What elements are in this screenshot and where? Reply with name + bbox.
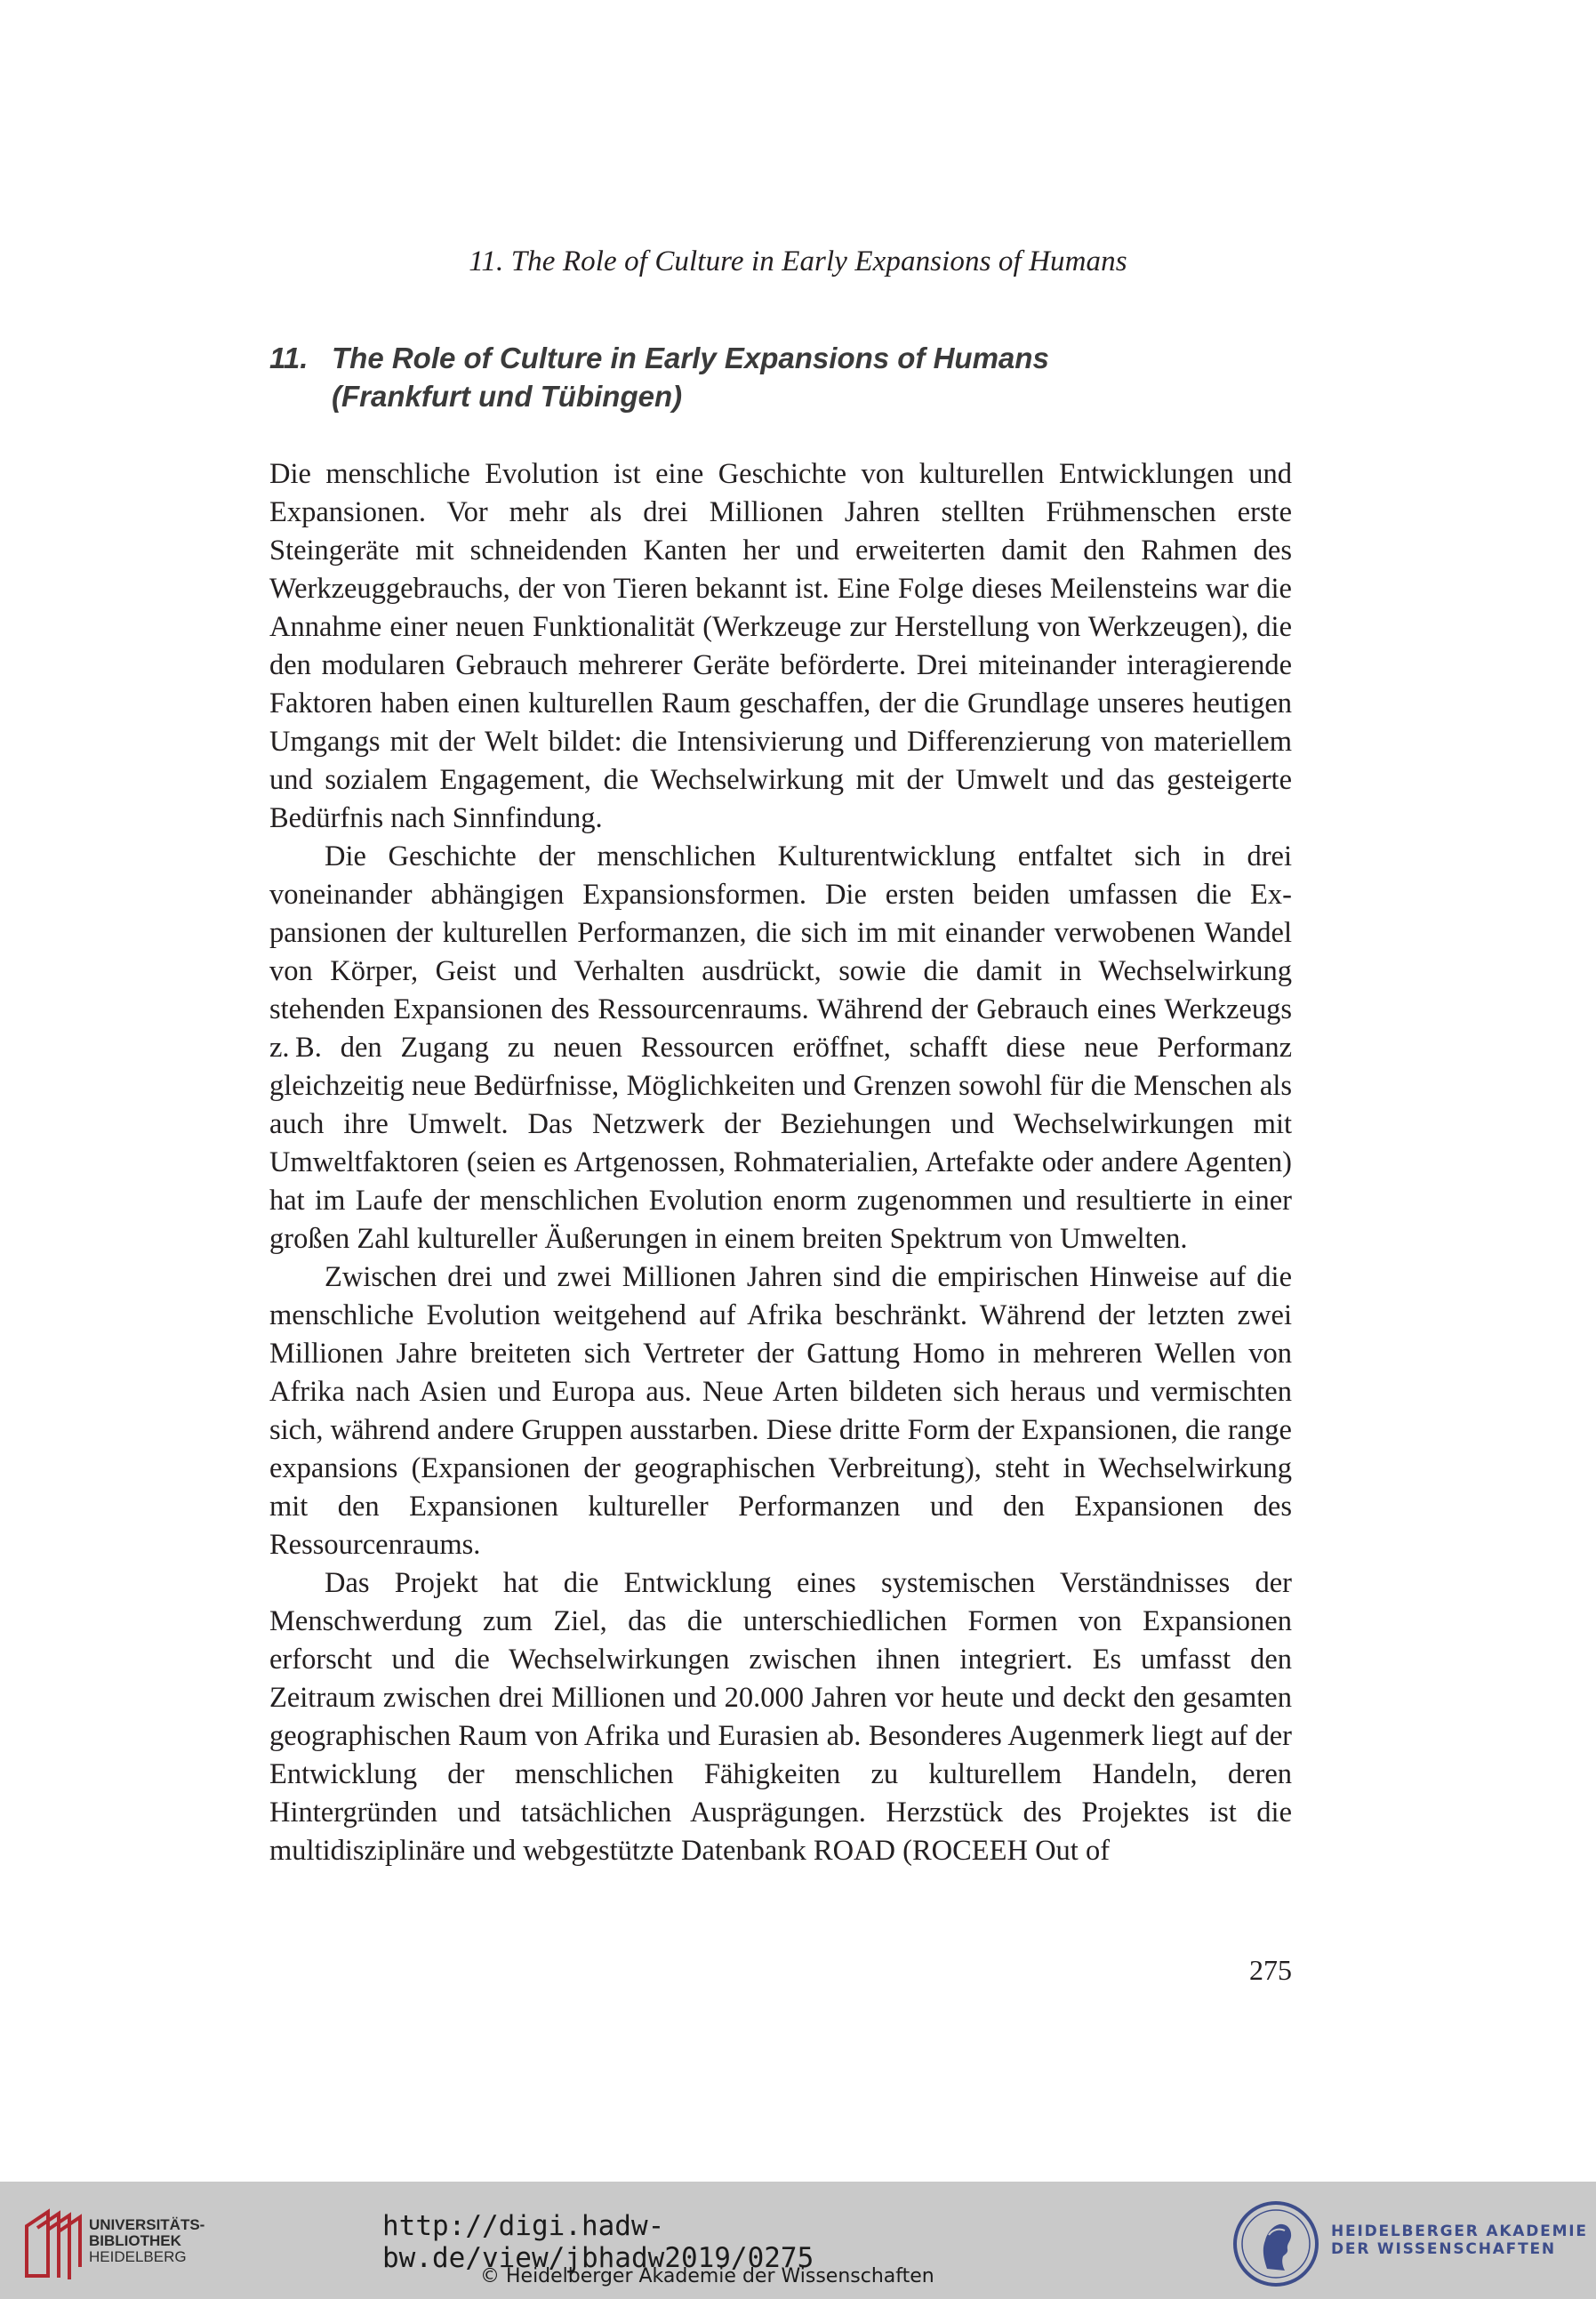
academy-name-line1: HEIDELBERGER AKADEMIE — [1331, 2223, 1588, 2240]
running-head: 11. The Role of Culture in Early Expansions of Humans — [469, 245, 1127, 277]
page-number: 275 — [1249, 1954, 1292, 1986]
permalink-url[interactable]: http://digi.hadw-bw.de/view/jbhadw2019/0275 — [382, 2210, 814, 2274]
university-library-logo-icon[interactable] — [18, 2201, 87, 2283]
academy-name-line2: DER WISSENSCHAFTEN — [1331, 2240, 1556, 2258]
paragraph-2: Die Geschichte der menschlichen Kulturentwicklung entfaltet sich in drei voneinander abhängigen Expansionsformen. Die ersten beiden umfassen die Expansionen der kulturellen Performanzen, die sich im mit einander verwobenen Wandel von Körper, Geist und Verhalten ausdrückt, sowie die damit in Wechselwirkung stehenden Expansionen des Ressourcenraums. Während der Gebrauch eines Werkzeugs z. B. den Zugang zu neuen Ressourcen eröffnet, schafft diese neue Performanz gleichzeitig neue Bedürfnisse, Möglichkeiten und Grenzen sowohl für die Menschen als auch ihre Umwelt. Das Netzwerk der Beziehungen und Wechselwirkungen mit Umweltfaktoren (seien es Artgenossen, Rohmaterialien, Artefakte oder andere Agenten) hat im Laufe der menschlichen Evolution enorm zugenommen und resultierte in einer großen Zahl kultureller Äußerungen in einem breiten Spektrum von Umwelten. — [269, 840, 1292, 1255]
section-number: 11. — [269, 342, 309, 374]
university-library-name — [89, 2217, 205, 2265]
section-title-line2: (Frankfurt und Tübingen) — [332, 380, 683, 413]
body-text — [269, 455, 1292, 1870]
library-name-line1: UNIVERSITÄTS- — [89, 2216, 205, 2233]
library-name-line2: BIBLIOTHEK — [89, 2232, 181, 2249]
academy-seal-logo-icon[interactable] — [1231, 2199, 1320, 2288]
section-title-line1: The Role of Culture in Early Expansions of Humans — [332, 342, 1049, 374]
footer-bar — [0, 2182, 1596, 2299]
paragraph-3: Zwischen drei und zwei Millionen Jahren sind die empirischen Hinweise auf die menschliche Evolution weitgehend auf Afrika beschränkt. Während der letzten zwei Millionen Jahre breiteten sich Vertreter der Gattung Homo in mehreren Wellen von Afrika nach Asien und Europa aus. Neue Arten bildeten sich heraus und vermischten sich, während andere Gruppen ausstarben. Diese dritte Form der Expansionen, die range expansions (Expansionen der geographischen Verbreitung), steht in Wechselwirkung mit den Expansionen kultureller Performanzen und den Expansionen des Ressourcenraums. — [269, 1261, 1292, 1561]
academy-name — [1331, 2223, 1588, 2258]
paragraph-1: Die menschliche Evolution ist eine Geschichte von kulturellen Entwicklungen und Expansionen. Vor mehr als drei Millionen Jahren stellten Frühmenschen erste Steingeräte mit schneidenden Kanten her und erweiterten damit den Rahmen des Werkzeuggebrauchs, der von Tieren bekannt ist. Eine Folge dieses Meilensteins war die Annahme einer neuen Funktionalität (Werkzeuge zur Herstellung von Werkzeugen), die den modularen Gebrauch mehrerer Geräte beförderte. Drei miteinander interagierende Faktoren haben einen kulturellen Raum geschaffen, der die Grundlage unseres heutigen Umgangs mit der Welt bildet: die Intensivierung und Differenzierung von materiellem und sozialem Engagement, die Wechselwirkung mit der Umwelt und das gesteigerte Bedürfnis nach Sinnfindung. — [269, 458, 1292, 834]
paragraph-4: Das Projekt hat die Entwicklung eines systemischen Verständnisses der Menschwerdung zum Ziel, das die unterschiedlichen Formen von Expansionen erforscht und die Wechselwirkungen zwischen ihnen integriert. Es umfasst den Zeitraum zwischen drei Millionen und 20.000 Jahren vor heute und deckt den gesamten geographischen Raum von Afrika und Eurasien ab. Besonderes Augenmerk liegt auf der Entwicklung der menschlichen Fähigkeiten zu kulturellem Handeln, deren Hintergründen und tatsächlichen Ausprägungen. Herzstück des Projektes ist die multidisziplinäre und webgestützte Datenbank ROAD (ROCEEH Out of — [269, 1567, 1292, 1867]
copyright-notice: © Heidelberger Akademie der Wissenschaften — [480, 2265, 934, 2287]
section-heading — [269, 339, 1292, 415]
library-name-line3: HEIDELBERG — [89, 2248, 187, 2265]
